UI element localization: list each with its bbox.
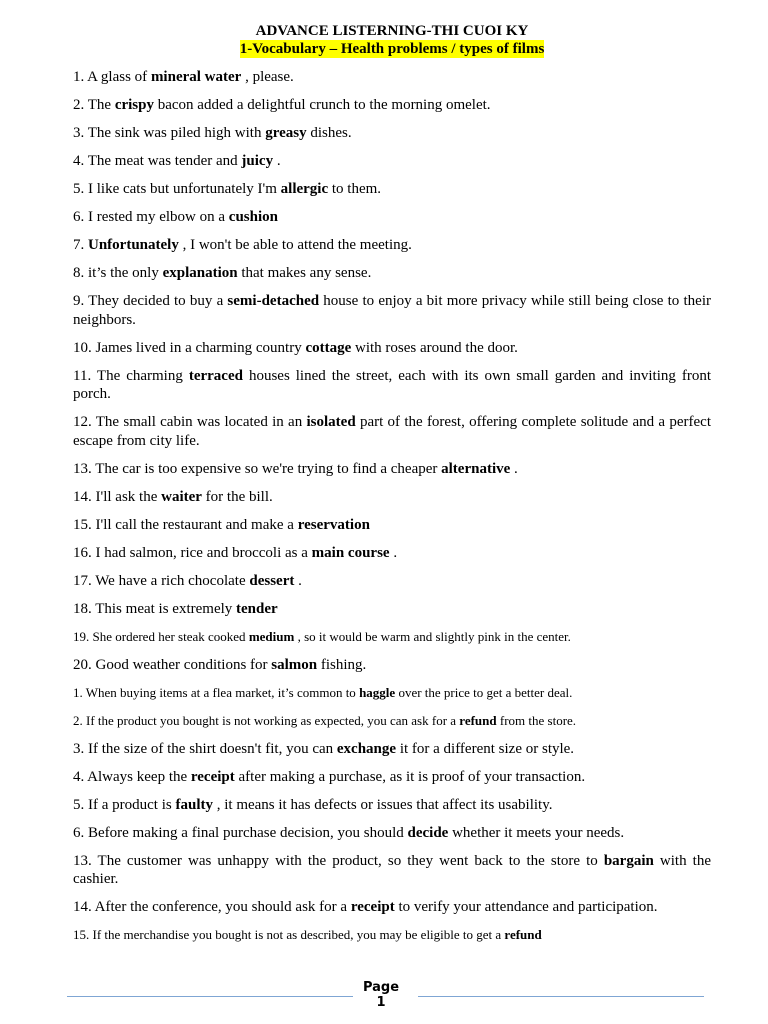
vocabulary-word: cottage (305, 339, 352, 356)
list-item (73, 684, 711, 703)
document-header (73, 22, 711, 58)
sentence-text-before: 3. The sink was piled high with (73, 125, 266, 141)
sentence-text-before: 20. Good weather conditions for (73, 656, 272, 673)
sentence-text-before: 3. If the size of the shirt doesn't fit, you can (73, 740, 337, 757)
sentence-text-before: 16. I had salmon, rice and broccoli as a (73, 544, 312, 561)
vocabulary-word: waiter (161, 488, 202, 505)
document-page (73, 0, 711, 1024)
vocabulary-word: receipt (350, 899, 395, 915)
sentence-text-after: part of the forest, offering complete solitude and a perfect escape from city life. (73, 414, 711, 449)
sentence-text-before: 5. I like cats but unfortunately I'm (73, 181, 281, 197)
sentence-text-before: 15. I'll call the restaurant and make a (73, 516, 298, 533)
sentence-text-before: 8. it’s the only (73, 265, 163, 281)
list-item (73, 180, 711, 199)
vocabulary-list (73, 68, 711, 945)
vocabulary-word: dessert (249, 572, 295, 589)
footer-rule-right (418, 996, 704, 997)
vocabulary-word: haggle (359, 684, 396, 700)
list-item (73, 628, 711, 647)
list-item (73, 926, 711, 945)
list-item (73, 460, 711, 479)
footer-rule-left (67, 996, 353, 997)
sentence-text-after: from the store. (496, 712, 577, 728)
vocabulary-word: cushion (228, 209, 278, 225)
sentence-text-before: 10. James lived in a charming country (73, 339, 306, 356)
sentence-text-after: , please. (241, 69, 294, 85)
sentence-text-after: . (294, 572, 302, 589)
sentence-text-before: 19. She ordered her steak cooked (73, 628, 249, 644)
sentence-text-after: . (510, 460, 518, 477)
vocabulary-word: main course (311, 544, 390, 561)
sentence-text-after: houses lined the street, each with its own small garden and inviting front porch. (73, 367, 711, 402)
list-item (73, 712, 711, 731)
document-subtitle: 1-Vocabulary – Health problems / types of films (239, 41, 545, 57)
list-item (73, 339, 711, 358)
sentence-text-after: after making a purchase, as it is proof of your transaction. (234, 768, 586, 785)
list-item (73, 572, 711, 591)
document-title: ADVANCE LISTERNING-THI CUOI KY (255, 23, 529, 39)
sentence-text-before: 14. After the conference, you should ask for a (73, 899, 351, 915)
vocabulary-word: bargain (603, 852, 654, 869)
page-number-value: 1 (376, 995, 386, 1010)
vocabulary-word: juicy (241, 153, 274, 169)
vocabulary-word: faulty (175, 796, 213, 813)
sentence-text-before: 5. If a product is (73, 796, 176, 813)
vocabulary-word: crispy (114, 97, 154, 113)
sentence-text-before: 15. If the merchandise you bought is not as described, you may be eligible to get a (73, 927, 505, 942)
list-item (73, 898, 711, 917)
vocabulary-word: allergic (280, 181, 329, 197)
sentence-text-after: bacon added a delightful crunch to the morning omelet. (153, 97, 491, 113)
list-item (73, 96, 711, 115)
page-label: Page (362, 980, 400, 995)
sentence-text-after: , it means it has defects or issues that affect its usability. (212, 796, 553, 813)
sentence-text-before: 9. They decided to buy a (73, 293, 228, 309)
vocabulary-word: mineral water (150, 69, 242, 85)
sentence-text-after: . (273, 153, 281, 169)
list-item (73, 488, 711, 507)
list-item (73, 292, 711, 329)
list-item (73, 824, 711, 843)
vocabulary-word: Unfortunately (88, 237, 179, 253)
vocabulary-word: exchange (336, 740, 397, 757)
sentence-text-after: it for a different size or style. (396, 740, 575, 757)
sentence-text-before: 13. The customer was unhappy with the product, so they went back to the store to (73, 852, 604, 869)
sentence-text-after: whether it meets your needs. (448, 824, 625, 841)
list-item (73, 516, 711, 535)
sentence-text-before: 6. I rested my elbow on a (73, 209, 229, 225)
list-item (73, 656, 711, 675)
vocabulary-word: alternative (441, 460, 511, 477)
sentence-text-after: house to enjoy a bit more privacy while still being close to their neighbors. (73, 293, 711, 328)
sentence-text-before: 1. When buying items at a flea market, it’s common to (73, 684, 360, 700)
list-item (73, 367, 711, 404)
sentence-text-after: that makes any sense. (237, 265, 372, 281)
sentence-text-before: 2. The (73, 97, 115, 113)
sentence-text-after: , I won't be able to attend the meeting. (178, 237, 412, 253)
sentence-text-before: 7. (73, 237, 88, 253)
vocabulary-word: greasy (265, 125, 307, 141)
vocabulary-word: receipt (190, 768, 235, 785)
list-item (73, 208, 711, 227)
vocabulary-word: terraced (188, 367, 243, 384)
sentence-text-after: . (389, 544, 398, 561)
vocabulary-word: isolated (306, 414, 356, 430)
sentence-text-after: to verify your attendance and participation. (394, 899, 658, 915)
vocabulary-word: refund (459, 712, 497, 728)
page-footer (0, 978, 768, 1024)
vocabulary-word: medium (248, 628, 295, 644)
sentence-text-before: 2. If the product you bought is not working as expected, you can ask for a (73, 712, 460, 728)
sentence-text-before: 18. This meat is extremely (73, 600, 237, 617)
sentence-text-before: 12. The small cabin was located in an (73, 414, 307, 430)
sentence-text-before: 4. The meat was tender and (73, 153, 242, 169)
sentence-text-before: 1. A glass of (73, 69, 151, 85)
list-item (73, 413, 711, 450)
list-item (73, 796, 711, 815)
vocabulary-word: explanation (162, 265, 238, 281)
vocabulary-word: tender (236, 600, 278, 617)
sentence-text-before: 17. We have a rich chocolate (73, 572, 250, 589)
sentence-text-before: 14. I'll ask the (73, 488, 162, 505)
list-item (73, 236, 711, 255)
list-item (73, 124, 711, 143)
sentence-text-after: dishes. (306, 125, 352, 141)
sentence-text-after: with the cashier. (73, 852, 711, 887)
page-number (353, 980, 409, 1010)
list-item (73, 68, 711, 87)
list-item (73, 152, 711, 171)
list-item (73, 740, 711, 759)
list-item (73, 768, 711, 787)
sentence-text-after: , so it would be warm and slightly pink in the center. (294, 628, 571, 644)
list-item (73, 852, 711, 889)
vocabulary-word: salmon (271, 656, 318, 673)
list-item (73, 264, 711, 283)
sentence-text-before: 13. The car is too expensive so we're trying to find a cheaper (73, 460, 442, 477)
sentence-text-after: with roses around the door. (351, 339, 518, 356)
vocabulary-word: refund (504, 927, 542, 942)
sentence-text-before: 4. Always keep the (73, 768, 191, 785)
vocabulary-word: semi-detached (227, 293, 320, 309)
vocabulary-word: decide (407, 824, 449, 841)
sentence-text-after: for the bill. (201, 488, 273, 505)
sentence-text-after: to them. (328, 181, 382, 197)
list-item (73, 544, 711, 563)
sentence-text-after: fishing. (317, 656, 367, 673)
sentence-text-before: 11. The charming (73, 367, 189, 384)
sentence-text-after: over the price to get a better deal. (395, 684, 573, 700)
vocabulary-word: reservation (297, 516, 370, 533)
list-item (73, 600, 711, 619)
sentence-text-before: 6. Before making a final purchase decision, you should (73, 824, 408, 841)
